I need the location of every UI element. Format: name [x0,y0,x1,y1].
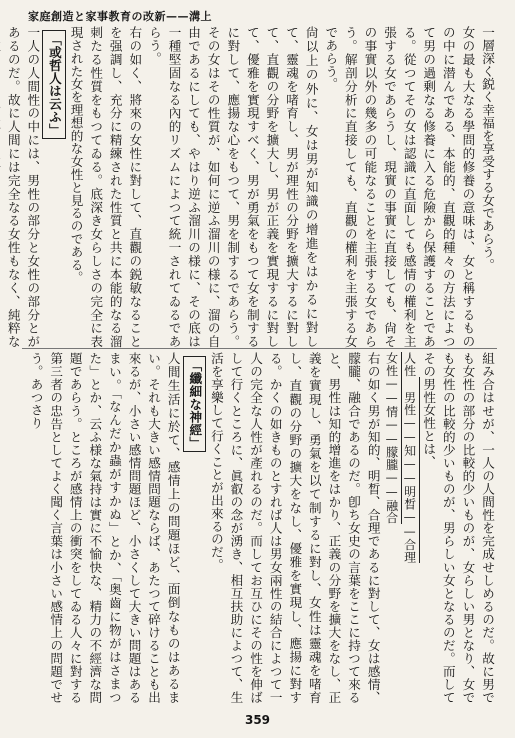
paragraph: 組み合はせが、一人の人間性を完成せしめるのだ。故に男でも女性の部分の比較的少いものが、女らしい男となり、女でも女性の比較的少いものが、男らしい女となるのだ。而してその男性女性とは、 [421,352,495,704]
paragraph: 右の如く、將來の女性に對して、直觀の鋭敏なることを强調し、充分に精練された性質と共に本能的なる溜刺たる性質をもつてゐる。底深き女らしさの完全に表現された女を理想的な女性と見るのである。 [68,26,143,348]
formula-label: 人性 [402,352,417,377]
formula-line-female: 女性——情——朦朧——融合 [384,352,399,524]
section-heading: 「或哲人は云ふ」 [42,30,66,139]
paragraph: 右の如く男が知的、明晳、合理であるに對して、女は感情、朦朧、融合であるのだ。卽ち女史の言葉をここに持つて來ると、男性は知的增進をはかり、正義の分野を擴大をなし、正義を實現し、勇氣を以て制するに對し、女性は靈魂を啫育し、直觀の分野の擴大をなし、優雅を實現し、應揚に對する。かくの如きものとすれば人は男女兩性の結合によつて一人の完全な人性が產れるのだ。而してお互ひにその性を伸ばして行くところに、眞叡の念が湧き、相互扶助によつて、生活を享樂して行くことが出來るのだ。 [208,352,381,704]
column-divider [22,348,497,349]
top-column [5,26,497,348]
running-head: 家庭創造と家事教育の改新——溝上 [28,10,212,23]
paragraph: 尙以上の外に、女は男が知識の增進をはかるに對して、靈魂を啫育し、男が理性の分野を擴大するに對して、直觀の分野を擴大し、男が正義を實現するに對して、優雅を實現すべく、男が勇氣をもつて女を制するに對して、應揚な心をもつて、男を制するであらう。その女はその性質が、如何に逆ふ溜川の様に、溜の自由であるにしても、やはり逆ふ溜川の様に、その底は一種堅固なる內的リズムによつて統一されてゐるであらう。 [146,26,319,348]
section-heading: 「纖細な神經」 [183,356,207,452]
bottom-column [19,352,497,704]
paragraph: 人間生活に於て、感情上の問題ほど、面倒なものはあるまい。それも大きい感情問題ならば、あたつて碎けることも出來るが、小さい感情問題ほど、小さくして大きい問題はあるまい。「なんだか蟲がすかぬ」とか、「奥齒に物がはさまつた」とか、云ふ様な氣持は實に不愉快な、精力の不經濟な問題であらう。ところが感情上の衝突をしてゐる人々に對する第三者の忠告としてよく聞く言葉は小さい感情上の問題でせう。あつさり [28,352,181,704]
paragraph: 一人の人間性の中には、男性の部分と女性の部分とがあるのだ。故に人間には完全なる女性もなく、純粹な [5,26,41,348]
paragraph: 一層深く鋭く幸福を享受する女であらう。 [480,26,495,272]
formula-bracket [385,352,420,563]
formula-line-male: 男性——知——明晳——合理 [402,390,417,563]
page-number: 359 [244,713,271,727]
formula-block [383,352,419,704]
paragraph: 女の最も大なる學問的修養の意味は、女と稱するものの中に潜んである、本能的、直觀的種々の方法によつて男の過剰なる修養に入る危險から保護することである。從つてその女は認識に直面しても感情の權利を主張する女であらうし、現實の事實に直接しても、尙その事實以外の幾多の可能なることを主張する女であらう。解剖分析に直接しても、直觀の權利を主張する女であらう。 [323,26,476,348]
